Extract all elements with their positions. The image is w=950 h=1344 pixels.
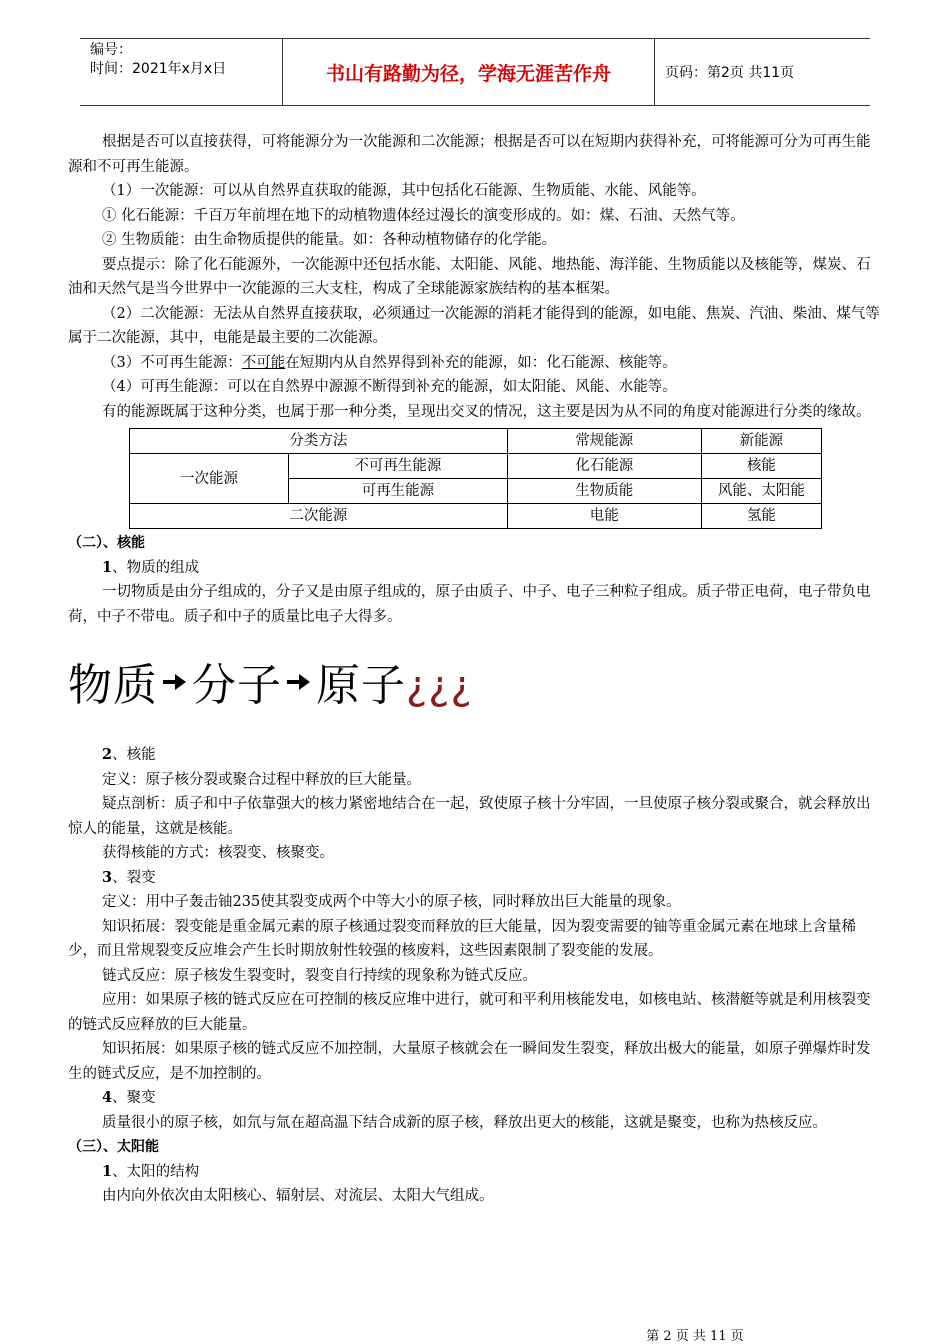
table-row [130,504,822,529]
diagram-word-matter: 物质 [68,659,158,711]
table-header-cell: 常规能源 [507,429,701,454]
table-cell: 电能 [507,504,701,529]
header-left-cell [80,39,283,105]
header-number-label: 编号： [90,42,132,58]
subsection-title-text: 、物质的组成 [112,559,200,576]
subsection-title [68,866,882,891]
diagram-word-molecule: 分子 [192,659,282,711]
subsection-title [68,556,882,581]
paragraph: 疑点剖析：质子和中子依靠强大的核力紧密地结合在一起，致使原子核十分牢固，一旦使原子核分裂或聚合，就会释放出惊人的能量，这就是核能。 [68,796,871,837]
paragraph: 获得核能的方式：核裂变、核聚变。 [102,845,334,861]
subsection-title-text: 、核能 [112,747,156,763]
subsection-number: 1 [102,1162,113,1180]
table-cell: 可再生能源 [289,479,508,504]
table-row [130,429,822,454]
table-cell: 不可再生能源 [289,454,508,479]
subsection-title [68,743,882,768]
table-cell: 氢能 [701,504,821,529]
diagram-word-atom: 原子 [316,659,406,711]
paragraph: ① 化石能源：千百万年前埋在地下的动植物遗体经过漫长的演变形成的。如：煤、石油、天然气等。 [102,207,745,224]
subsection-number: 2 [102,746,113,763]
paragraph: 链式反应：原子核发生裂变时，裂变自行持续的现象称为链式反应。 [102,967,537,984]
paragraph: （4）可再生能源：可以在自然界中源源不断得到补充的能源，如太阳能、风能、水能等。 [102,379,677,395]
table-cell: 风能、太阳能 [701,479,821,504]
table-header-cell: 分类方法 [130,429,508,454]
page-header [80,38,870,106]
paragraph: 根据是否可以直接获得，可将能源分为一次能源和二次能源；根据是否可以在短期内获得补充，可将能源可分为可再生能源和不可再生能源。 [68,134,871,175]
section-heading: （三）、太阳能 [68,1139,159,1155]
energy-classification-table [129,428,822,529]
table-cell: 核能 [701,454,821,479]
paragraph: 要点提示：除了化石能源外，一次能源中还包括水能、太阳能、风能、地热能、海洋能、生物质能以及核能等，煤炭、石油和天然气是当今世界中一次能源的三大支柱，构成了全球能源家族结构的基本框架。 [68,256,871,297]
paragraph: 知识拓展：如果原子核的链式反应不加控制，大量原子核就会在一瞬间发生裂变，释放出极大的能量，如原子弹爆炸时发生的链式反应，是不加控制的。 [68,1041,871,1082]
paragraph: 由内向外依次由太阳核心、辐射层、对流层、太阳大气组成。 [102,1188,494,1204]
document-body [68,130,882,1209]
table-row [130,454,822,479]
table-cell: 二次能源 [130,504,508,529]
header-date: 时间：2021年x月x日 [90,61,227,77]
subsection-title [68,1086,882,1111]
table-cell: 一次能源 [130,454,289,504]
paragraph: 应用：如果原子核的链式反应在可控制的核反应堆中进行，就可和平利用核能发电，如核电站、核潜艇等就是利用核裂变的链式反应释放的巨大能量。 [68,992,871,1033]
garbled-symbols: ¿¿¿ [406,662,473,709]
subsection-title-text: 、裂变 [112,869,156,886]
paragraph-nonrenewable [68,351,882,376]
paragraph: （2）二次能源：无法从自然界直接获取，必须通过一次能源的消耗才能得到的能源，如电能、焦炭、汽油、柴油、煤气等属于二次能源，其中，电能是最主要的二次能源。 [68,305,880,346]
paragraph: 有的能源既属于这种分类，也属于那一种分类，呈现出交叉的情况，这主要是因为从不同的角度对能源进行分类的缘故。 [102,403,871,420]
arrow-right-icon [162,672,188,701]
text-span: 在短期内从自然界得到补充的能源，如：化石能源、核能等。 [285,354,677,371]
header-page-info: 页码：第2页 共11页 [665,65,795,81]
paragraph: 定义：用中子轰击铀235使其裂变成两个中等大小的原子核，同时释放出巨大能量的现象。 [102,894,681,910]
arrow-right-icon [286,672,312,701]
matter-composition-diagram [68,631,882,741]
paragraph: 知识拓展：裂变能是重金属元素的原子核通过裂变而释放的巨大能量，因为裂变需要的铀等重金属元素在地球上含量稀少，而且常规裂变反应堆会产生长时期放射性较强的核废料，这些因素限制了裂变能的发展。 [68,918,856,959]
table-cell: 生物质能 [507,479,701,504]
header-motto: 书山有路勤为径，学海无涯苦作舟 [283,39,655,105]
subsection-number: 4 [102,1089,113,1106]
paragraph: 质量很小的原子核，如氘与氚在超高温下结合成新的原子核，释放出更大的核能，这就是聚变，也称为热核反应。 [102,1114,827,1131]
underlined-text: 不可能 [241,354,286,371]
table-cell: 化石能源 [507,454,701,479]
page-footer: 第 2 页 共 11 页 [646,1329,744,1344]
subsection-title-text: 、聚变 [112,1090,156,1106]
subsection-number: 3 [102,868,113,886]
text-span: （3）不可再生能源： [102,354,242,371]
subsection-title [68,1160,882,1185]
table-header-cell: 新能源 [701,429,821,454]
subsection-title-text: 、太阳的结构 [112,1163,200,1180]
section-heading: （二）、核能 [68,535,145,551]
paragraph: 定义：原子核分裂或聚合过程中释放的巨大能量。 [102,771,421,788]
paragraph: （1）一次能源：可以从自然界直获取的能源，其中包括化石能源、生物质能、水能、风能等。 [102,183,706,199]
paragraph: ② 生物质能：由生命物质提供的能量。如：各种动植物储存的化学能。 [102,232,557,248]
paragraph: 一切物质是由分子组成的，分子又是由原子组成的，原子由质子、中子、电子三种粒子组成。质子带正电荷，电子带负电荷，中子不带电。质子和中子的质量比电子大得多。 [68,584,871,625]
subsection-number: 1 [102,558,113,576]
